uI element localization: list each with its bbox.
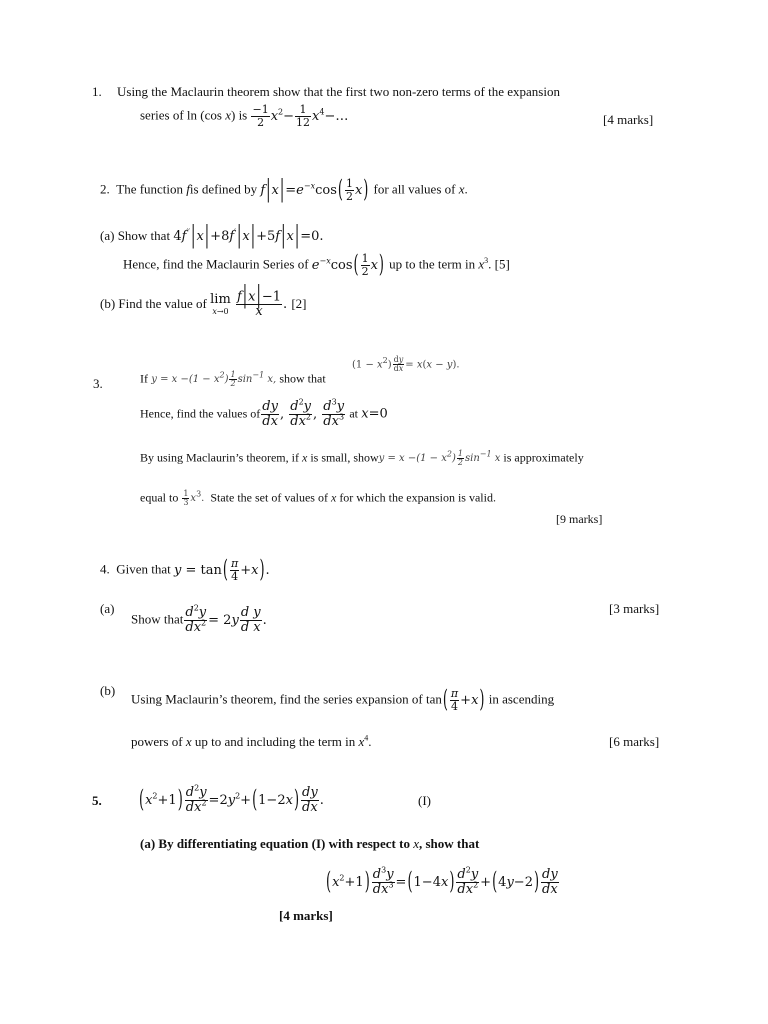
question-3-number: 3. (93, 376, 103, 391)
question-5a-marks: [4 marks] (279, 908, 333, 923)
question-4b-text-2: in ascending (488, 691, 555, 707)
question-5a-line: (a) By differentiating equation (I) with respect to x, show that (140, 836, 480, 851)
question-3-y-formula-2: $y = x -(1 - x^2)$ $\frac{1}{2}$ $\sin^{-1} x$ (378, 449, 501, 468)
question-3-if-text: If (140, 371, 148, 386)
question-3-by-using-text: By using Maclaurin’s theorem, if (140, 450, 299, 465)
question-1-marks: [4 marks] (603, 112, 654, 127)
question-4b-line-1 (131, 685, 555, 715)
question-4b-text-1: Using Maclaurin’s theorem, find the series expansion of tan (131, 691, 442, 707)
question-4-given-text: Given that (116, 561, 171, 577)
question-3-y-formula: $y = x -(1 - x^2)$ $\frac{1}{2}$ $\sin^{-1} x$, (151, 370, 280, 389)
question-3-equal-line: equal to $\frac{1}{3}$ $x^3$. State the set of values of x for which the expansion is valid. (140, 489, 496, 508)
question-1-expansion-line (140, 104, 348, 128)
question-2a-hence-line: Hence, find the Maclaurin Series of $e^{-x}\cos$( $\frac{1}{2}$ x) up to the term in $x^3$. [5] (123, 250, 510, 280)
question-4-stem (100, 555, 270, 585)
question-1-expansion-formula: $\frac{-1}{2}$ $x^2-$ $\frac{1}{12}$ $x^4-\dots$ (252, 103, 349, 129)
question-4a-text: Show that (131, 611, 184, 627)
question-2a-line (100, 222, 324, 251)
question-5-equation: $(x^2+1)$ $\frac{d^2y}{dx^2}$ $=2y^2+(1-2x)$ $\frac{dy}{dx}$ . (139, 783, 324, 815)
question-5-number: 5. (92, 793, 102, 808)
question-3-equal-to-text: equal to (140, 490, 179, 505)
question-3-is-small-text: is small, show (310, 450, 379, 465)
question-4a-formula: $\frac{d^2y}{dx^2}$ = 2y $\frac{\text{d y}}{\text{d x}}$ . (185, 603, 267, 635)
question-3-show-that-text: show that (279, 371, 326, 386)
question-3-cubic-term: $\frac{1}{3}$ $x^3$. (183, 489, 205, 508)
question-2a-function-formula: $e^{-x}\cos$( $\frac{1}{2}$ x) (311, 250, 384, 280)
question-2b-limit-formula: lim x→0 $\frac{f|x|-1}{x}$ . (210, 281, 292, 319)
question-1-var-x: x (225, 107, 231, 123)
question-2b-line (100, 281, 307, 319)
question-1-text: Using the Maclaurin theorem show that the first two non-zero terms of the expansion (117, 84, 560, 99)
question-4b-text-4: up to and including the term in (194, 734, 356, 749)
question-3-differential-equation: $(1 - x^2)$ $\frac{dy}{dx}$ = x(x − y). (352, 355, 460, 374)
question-3-hence-line (140, 397, 388, 429)
question-4-function-formula: y = tan( $\frac{\pi}{4}$ +x). (174, 555, 270, 585)
question-3-derivatives: $\frac{dy}{dx}$ , $\frac{d^2y}{dx^2}$ , $\frac{d^3y}{dx^3}$ (262, 397, 345, 429)
question-2b-text: Find the value of (118, 295, 207, 311)
question-3-x-zero: x=0 (361, 406, 388, 422)
question-4b-marks: [6 marks] (609, 734, 660, 749)
question-4b-line-2: powers of x up to and including the term in $x^4$. (131, 733, 372, 749)
question-5-equation-label: (I) (418, 793, 431, 808)
question-2b-marks: [2] (291, 295, 307, 311)
question-3-at-text: at (349, 406, 358, 421)
question-2b-label: (b) (100, 295, 116, 311)
question-3-state-text: State the set of values of (210, 490, 328, 505)
question-1-number: 1. (92, 84, 102, 99)
question-2a-label: (a) (100, 228, 115, 243)
question-3-approx-text: is approximately (503, 450, 584, 465)
question-3-var-x: x (301, 450, 308, 465)
question-2a-upto-text: up to the term in (389, 256, 476, 272)
question-3-maclaurin-line (140, 450, 584, 468)
question-3-marks: [9 marks] (556, 512, 603, 526)
question-2-stem: 2. The function fis defined by $f|x|=e^{-x}\cos$( $\frac{1}{2}$ x) for all values of x. (100, 175, 468, 205)
question-4-number: 4. (100, 561, 110, 577)
question-4b-label: (b) (100, 683, 116, 698)
question-2a-hence-text: Hence, find the Maclaurin Series of (123, 256, 309, 272)
question-2a-marks: [5] (494, 256, 510, 272)
question-2-post-text: for all values of (373, 181, 456, 197)
question-4a-label: (a) (100, 601, 115, 616)
question-5a-text-pre: (a) By differentiating equation (I) with respect to (140, 836, 410, 851)
question-5a-text-post: , show that (419, 836, 480, 851)
question-3-valid-text: for which the expansion is valid. (339, 490, 496, 505)
question-3-hence-text: Hence, find the values of (140, 406, 261, 421)
question-3-if-line (140, 371, 326, 389)
question-2-pre-text: The function (116, 181, 184, 197)
question-5a-equation: $(x^2+1)$ $\frac{d^3y}{dx^3}$ =(1−4x) $\frac{d^2y}{dx^2}$ +(4y−2) $\frac{dy}{dx}$ (326, 865, 558, 897)
question-2a-differential-equation: 4f′′|x|+8f′|x|+5f|x|=0. (173, 222, 324, 251)
question-2a-text: Show that (117, 228, 171, 243)
question-4b-text-3: powers of (131, 734, 183, 749)
question-2-var-x: x (458, 181, 465, 197)
question-4a-line (131, 603, 267, 635)
question-2-defined-text: is defined by (189, 181, 258, 197)
question-2-function-formula: $f|x|=e^{-x}\cos$( $\frac{1}{2}$ x) (260, 175, 369, 205)
question-2-f: f (186, 181, 190, 197)
question-2-number: 2. (100, 181, 110, 197)
question-4a-marks: [3 marks] (609, 601, 660, 616)
question-1-series-text: series of ln (cos (140, 107, 222, 123)
question-1-is-text: ) is (230, 107, 248, 123)
question-4b-formula: ( $\frac{\pi}{4}$ +x) (442, 685, 485, 715)
